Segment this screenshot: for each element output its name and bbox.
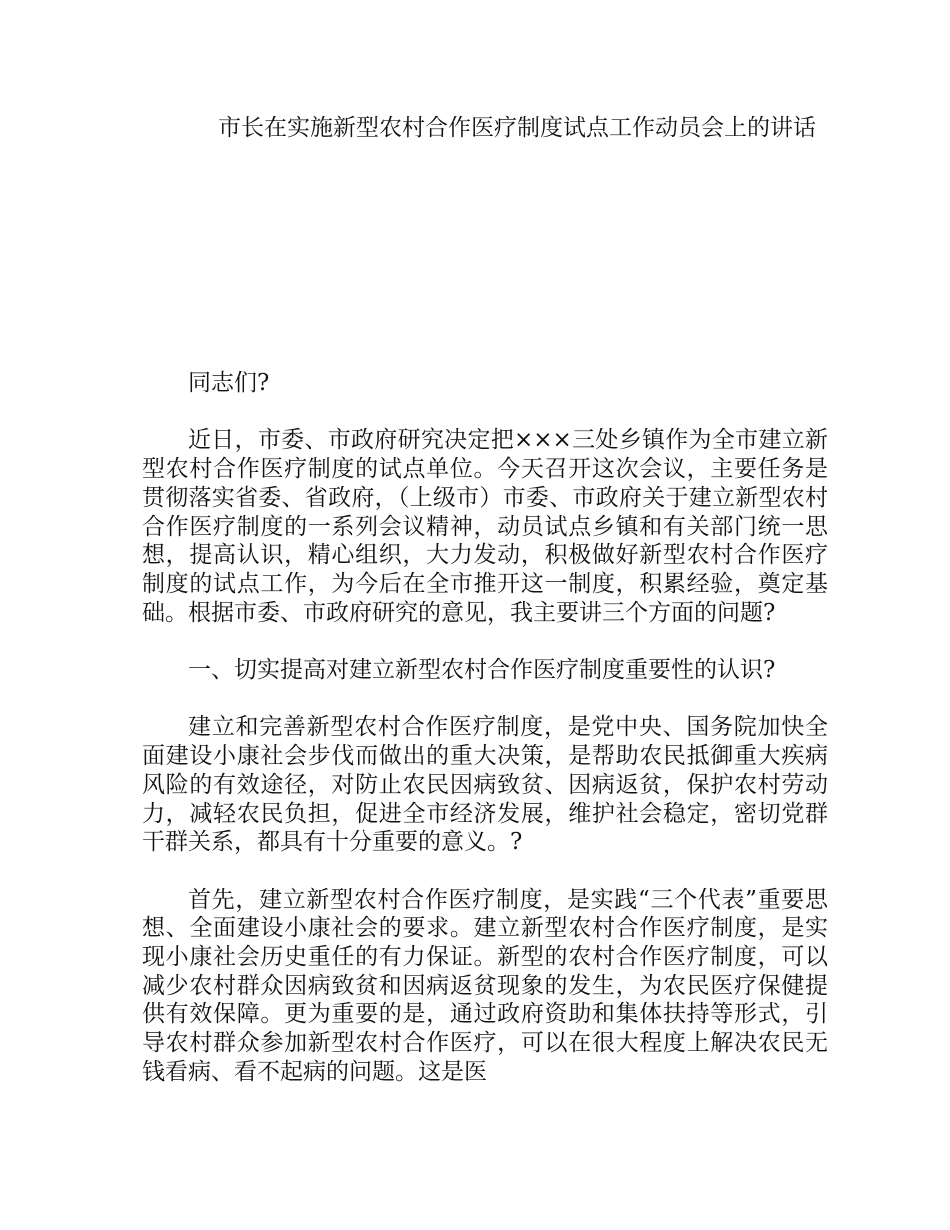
paragraph-greeting: 同志们? bbox=[188, 370, 270, 396]
paragraph-intro: 近日，市委、市政府研究决定把×××三处乡镇作为全市建立新型农村合作医疗制度的试点单位。今天召开这次会议，主要任务是贯彻落实省委、省政府，（上级市）市委、市政府关于建立新型农村合作医疗制度的一系列会议精神，动员试点乡镇和有关部门统一思想，提高认识，精心组织，大力发动，积极做好新型农村合作医疗制度的试点工作，为今后在全市推开这一制度，积累经验，奠定基础。根据市委、市政府研究的意见，我主要讲三个方面的问题? bbox=[142, 427, 828, 626]
document-title: 市长在实施新型农村合作医疗制度试点工作动员会上的讲话 bbox=[218, 115, 816, 141]
document-body bbox=[142, 369, 828, 1115]
paragraph-significance: 建立和完善新型农村合作医疗制度，是党中央、国务院加快全面建设小康社会步伐而做出的重大决策，是帮助农民抵御重大疾病风险的有效途径，对防止农民因病致贫、因病返贫，保护农村劳动力，减轻农民负担，促进全市经济发展，维护社会稳定，密切党群干群关系，都具有十分重要的意义。? bbox=[142, 714, 828, 856]
paragraph-first-point: 首先，建立新型农村合作医疗制度，是实践“三个代表”重要思想、全面建设小康社会的要求。建立新型农村合作医疗制度，是实现小康社会历史重任的有力保证。新型的农村合作医疗制度，可以减少农村群众因病致贫和因病返贫现象的发生，为农民医疗保健提供有效保障。更为重要的是，通过政府资助和集体扶持等形式，引导农村群众参加新型农村合作医疗，可以在很大程度上解决农民无钱看病、看不起病的问题。这是医 bbox=[142, 886, 828, 1085]
section-heading-1: 一、切实提高对建立新型农村合作医疗制度重要性的认识? bbox=[188, 657, 776, 683]
